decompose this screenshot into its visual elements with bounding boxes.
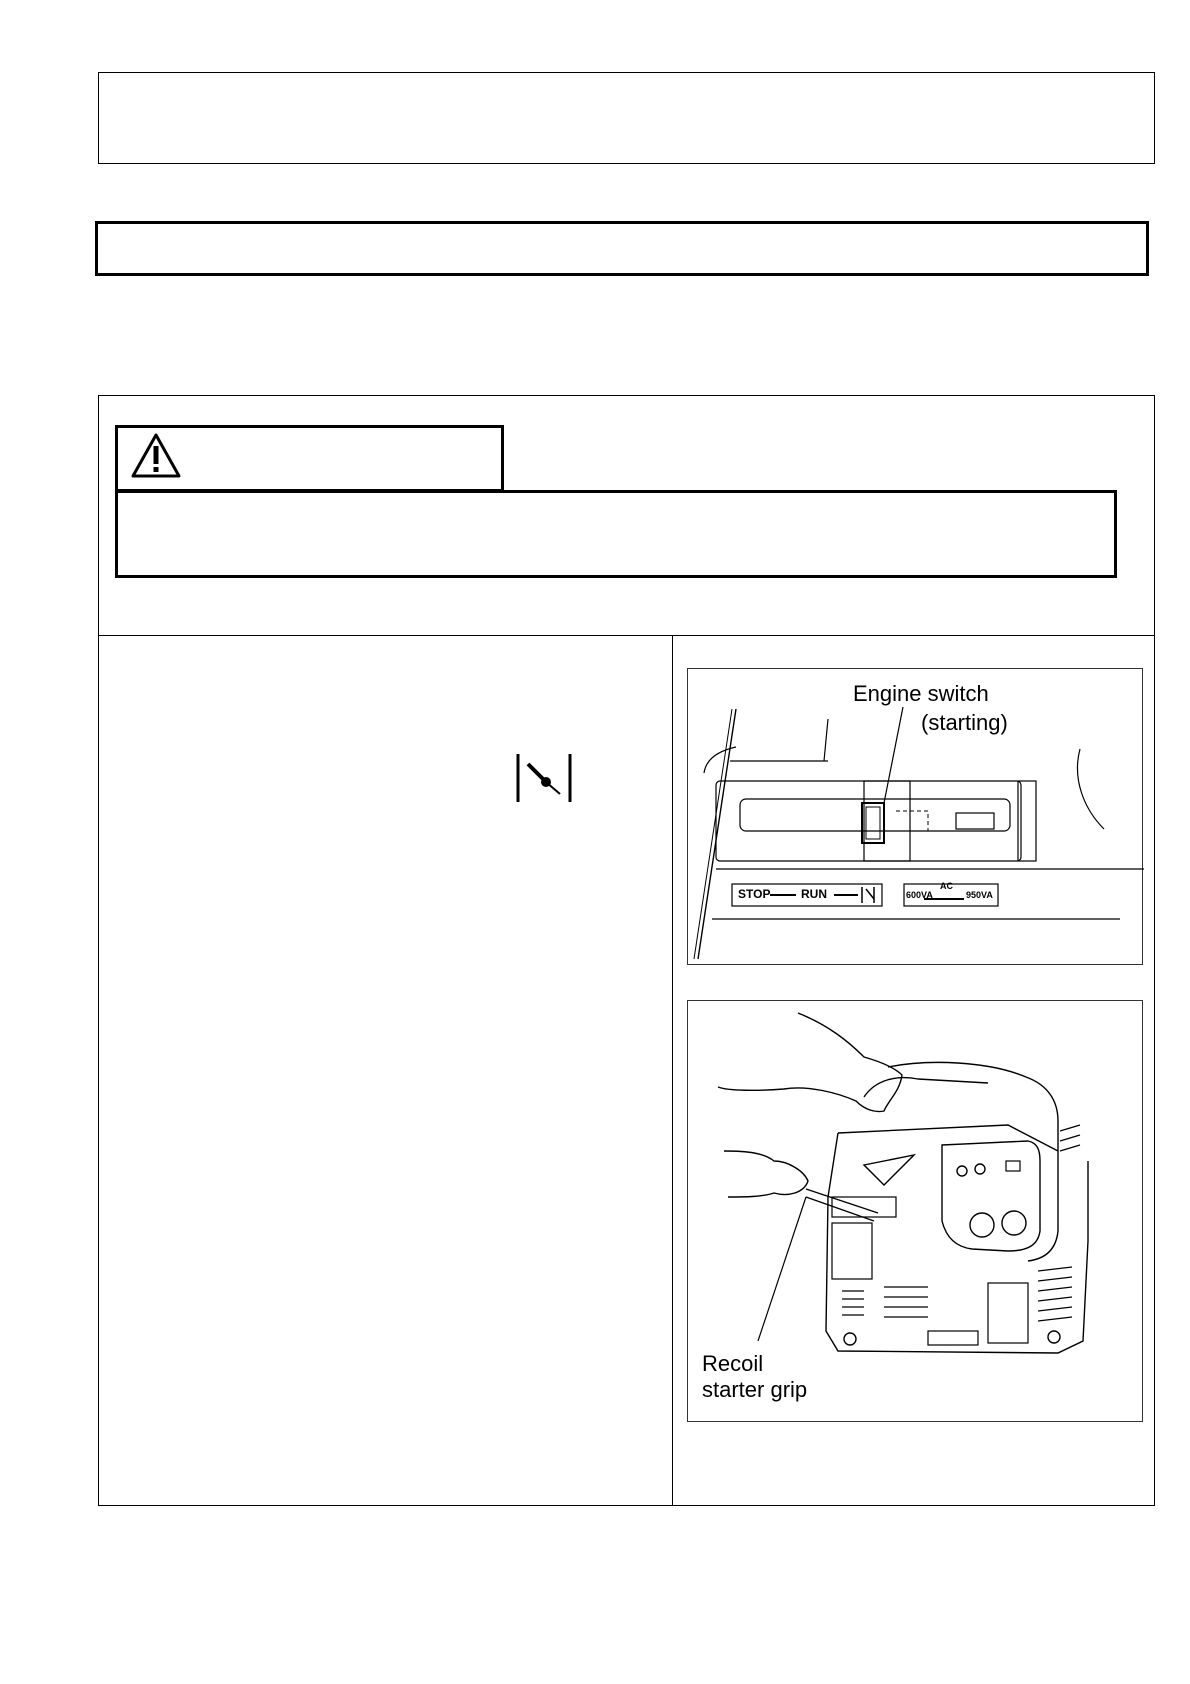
- engine-switch-figure: [687, 668, 1143, 965]
- warning-triangle-icon: [130, 431, 182, 479]
- recoil-starter-figure: [687, 1000, 1143, 1422]
- panel-950va-label: 950VA: [966, 890, 993, 900]
- top-header-box: [98, 72, 1155, 164]
- engine-switch-illustration: [688, 669, 1144, 966]
- engine-switch-sublabel: (starting): [921, 710, 1008, 735]
- panel-run-label: RUN: [801, 887, 827, 901]
- column-divider: [672, 635, 673, 1506]
- recoil-label: Recoil: [702, 1351, 764, 1376]
- panel-stop-label: STOP: [738, 887, 771, 901]
- section-title-box: [95, 221, 1149, 276]
- engine-switch-label: Engine switch: [853, 681, 989, 706]
- warning-body-box: [115, 490, 1117, 578]
- panel-600va-label: 600VA: [906, 890, 933, 900]
- recoil-sublabel: starter grip: [702, 1377, 808, 1402]
- section-divider: [98, 635, 1155, 636]
- panel-ac-label: AC: [940, 881, 953, 891]
- engine-start-symbol-icon: [514, 752, 574, 804]
